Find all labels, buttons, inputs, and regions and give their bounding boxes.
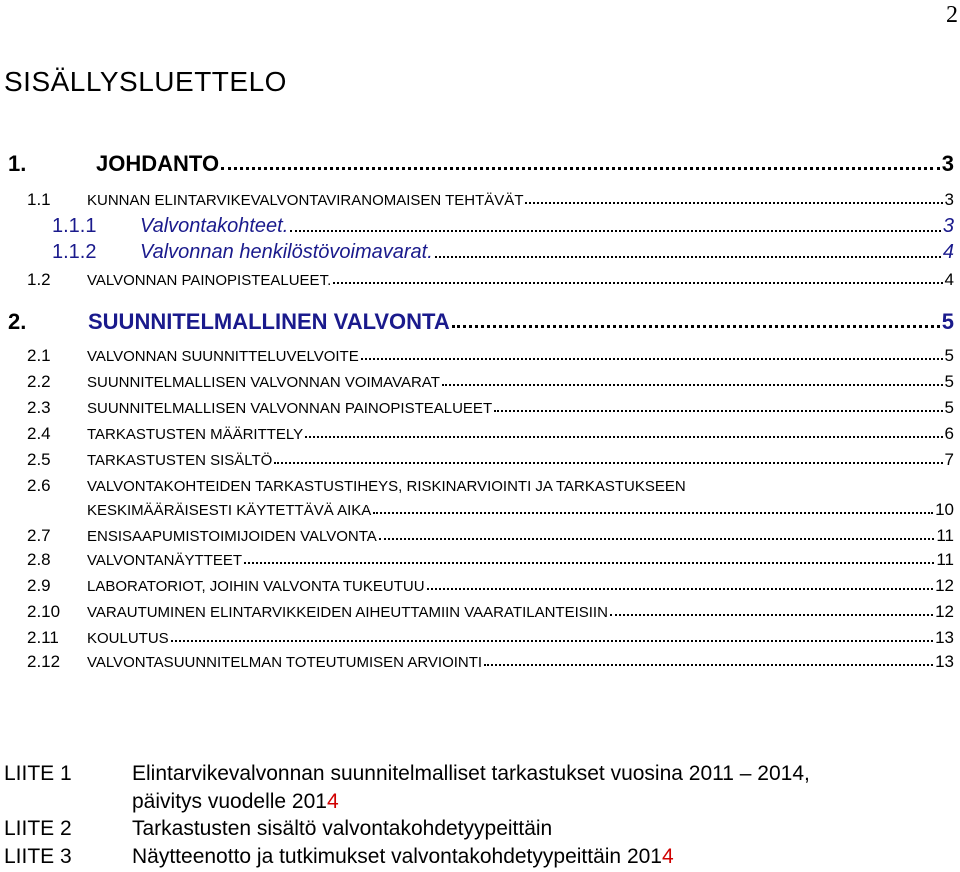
dot-leader [274, 461, 942, 464]
dot-leader [333, 281, 942, 284]
toc-entry-label: VALVONTANÄYTTEET [87, 552, 243, 569]
toc-entry-number: 2.12 [27, 652, 61, 671]
toc-entry-2-6-line2[interactable] [87, 500, 954, 520]
toc-entry-page: 11 [936, 526, 954, 545]
toc-entry-page: 5 [944, 372, 954, 391]
toc-entry-2-4[interactable] [27, 424, 954, 444]
dot-leader [373, 511, 933, 514]
toc-entry-2-11[interactable] [27, 628, 954, 648]
toc-entry-number: 1.1 [27, 190, 51, 209]
toc-entry-2-9[interactable] [27, 576, 954, 596]
dot-leader [452, 324, 940, 328]
toc-entry-page: 4 [944, 270, 954, 289]
toc-entry-2-12[interactable] [27, 652, 954, 672]
toc-entry-label: VALVONNAN SUUNNITTELUVELVOITE [87, 348, 359, 365]
toc-entry-number: 2.4 [27, 424, 51, 443]
toc-entry-label: TARKASTUSTEN SISÄLTÖ [87, 452, 273, 469]
dot-leader [494, 409, 942, 412]
toc-entry-2-1[interactable] [27, 346, 954, 366]
toc-entry-label: LABORATORIOT, JOIHIN VALVONTA TUKEUTUU [87, 578, 425, 595]
toc-entry-number: 2.11 [27, 628, 59, 647]
toc-entry-label: TARKASTUSTEN MÄÄRITTELY [87, 426, 304, 443]
toc-entry-page: 5 [941, 309, 954, 334]
appendix-title: Näytteenotto ja tutkimukset valvontakohdetyypeittäin 2014 [132, 845, 674, 868]
toc-entry-2-10[interactable] [27, 602, 954, 622]
toc-entry-number: 1.1.2 [52, 241, 97, 263]
toc-entry-label: SUUNNITELMALLISEN VALVONNAN PAINOPISTEALUEET [87, 400, 493, 417]
toc-entry-label: VALVONTASUUNNITELMAN TOTEUTUMISEN ARVIOINTI [87, 654, 483, 671]
toc-entry-number: 2.8 [27, 550, 51, 569]
dot-leader [427, 587, 934, 590]
dot-leader [171, 639, 933, 642]
toc-entry-2-2[interactable] [27, 372, 954, 392]
appendix-title-continued: päivitys vuodelle 2014 [132, 790, 339, 813]
toc-entry-page: 13 [935, 652, 954, 671]
toc-entry-number: 2.5 [27, 450, 51, 469]
toc-entry-page: 3 [942, 215, 954, 237]
dot-leader [610, 613, 933, 616]
toc-entry-number: 1.1.1 [52, 215, 97, 237]
appendix-key: LIITE 3 [4, 845, 72, 868]
dot-leader [221, 166, 940, 170]
toc-entry-label: VALVONNAN PAINOPISTEALUEET. [87, 272, 332, 289]
toc-entry-suunnitelmallinen-valvonta[interactable] [8, 309, 954, 335]
toc-entry-number: 2.10 [27, 602, 61, 621]
toc-entry-label: SUUNNITELMALLINEN VALVONTA [88, 309, 450, 334]
dot-leader [290, 229, 941, 232]
toc-entry-2-5[interactable] [27, 450, 954, 470]
dot-leader [305, 435, 942, 438]
appendix-key: LIITE 1 [4, 762, 72, 785]
appendix-key: LIITE 2 [4, 817, 72, 840]
toc-entry-page: 3 [941, 151, 954, 176]
toc-entry-1-1-2[interactable] [52, 241, 954, 264]
toc-title: SISÄLLYSLUETTELO [4, 66, 287, 97]
toc-entry-page: 6 [944, 424, 954, 443]
toc-entry-label: SUUNNITELMALLISEN VALVONNAN VOIMAVARAT [87, 374, 440, 391]
toc-entry-johdanto[interactable] [8, 151, 954, 177]
toc-entry-number: 2.6 [27, 476, 51, 495]
toc-entry-page: 11 [936, 550, 954, 569]
toc-entry-number: 2.2 [27, 372, 51, 391]
toc-entry-number: 2.3 [27, 398, 51, 417]
toc-entry-number: 2.1 [27, 346, 51, 365]
toc-entry-label: Valvontakohteet. [140, 215, 289, 237]
toc-entry-number: 1.2 [27, 270, 51, 289]
toc-entry-2-8[interactable] [27, 550, 954, 570]
dot-leader [484, 663, 933, 666]
appendix-title: Tarkastusten sisältö valvontakohdetyypeittäin [132, 817, 553, 840]
toc-entry-page: 5 [944, 346, 954, 365]
toc-entry-page: 5 [944, 398, 954, 417]
toc-entry-2-3[interactable] [27, 398, 954, 418]
toc-entry-page: 10 [935, 500, 954, 519]
toc-entry-number: 2.7 [27, 526, 51, 545]
toc-entry-label: VALVONTAKOHTEIDEN TARKASTUSTIHEYS, RISKINARVIOINTI JA TARKASTUKSEEN [87, 478, 686, 495]
toc-entry-1-1[interactable] [27, 190, 954, 210]
toc-entry-label: VARAUTUMINEN ELINTARVIKKEIDEN AIHEUTTAMIIN VAARATILANTEISIIN [87, 604, 608, 621]
toc-entry-page: 4 [942, 241, 954, 263]
dot-leader [379, 537, 935, 540]
dot-leader [361, 357, 943, 360]
toc-entry-label: KESKIMÄÄRÄISESTI KÄYTETTÄVÄ AIKA [87, 502, 372, 519]
page-number: 2 [946, 2, 958, 28]
toc-entry-page: 12 [935, 576, 954, 595]
toc-entry-page: 7 [944, 450, 954, 469]
dot-leader [525, 201, 942, 204]
toc-entry-2-7[interactable] [27, 526, 954, 546]
toc-entry-label: JOHDANTO [96, 151, 220, 176]
toc-entry-page: 3 [944, 190, 954, 209]
toc-entry-label: ENSISAAPUMISTOIMIJOIDEN VALVONTA [87, 528, 377, 545]
toc-entry-number: 2. [8, 309, 27, 334]
toc-entry-page: 12 [935, 602, 954, 621]
toc-entry-number: 1. [8, 151, 27, 176]
appendix-title: Elintarvikevalvonnan suunnitelmalliset tarkastukset vuosina 2011 – 2014, [132, 762, 810, 785]
toc-entry-label: KOULUTUS [87, 630, 169, 647]
toc-entry-label: Valvonnan henkilöstövoimavarat. [140, 241, 433, 263]
toc-entry-page: 13 [935, 628, 954, 647]
appendix-list [0, 748, 960, 868]
toc-entry-1-2[interactable] [27, 270, 954, 290]
dot-leader [435, 255, 941, 258]
toc-entry-label: KUNNAN ELINTARVIKEVALVONTAVIRANOMAISEN TEHTÄVÄT [87, 192, 524, 209]
dot-leader [244, 561, 934, 564]
toc-entry-1-1-1[interactable] [52, 215, 954, 238]
dot-leader [442, 383, 943, 386]
toc-entry-2-6-line1[interactable] [27, 476, 686, 496]
toc-entry-number: 2.9 [27, 576, 51, 595]
